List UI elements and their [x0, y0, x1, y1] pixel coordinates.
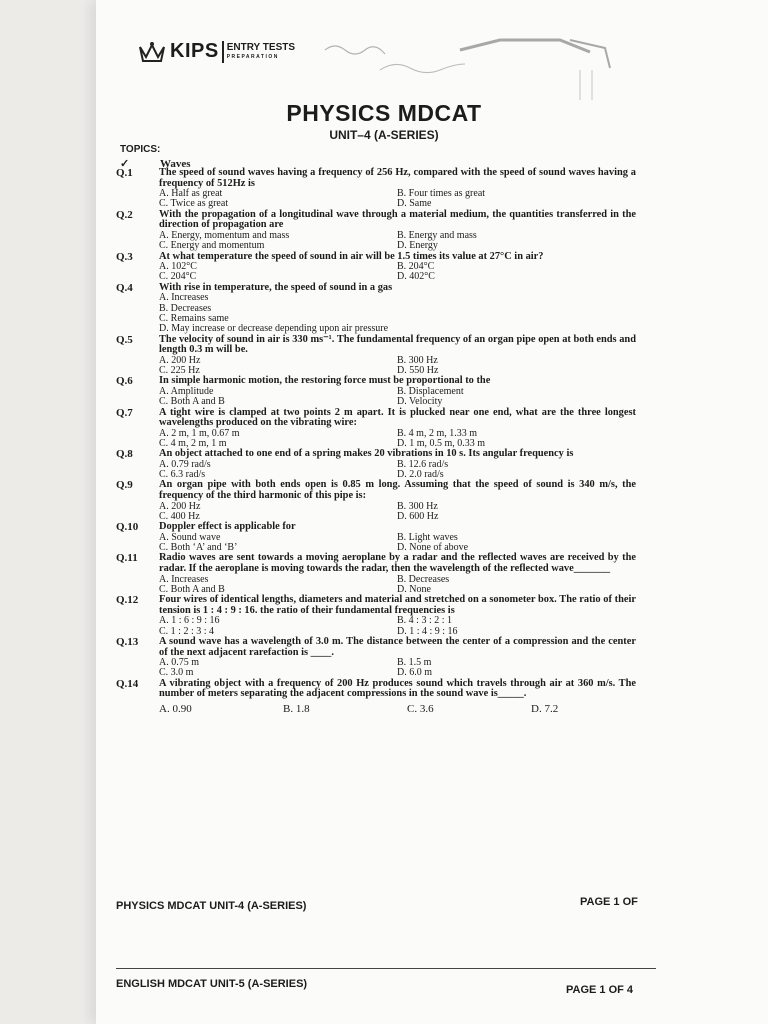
- kips-logo: [138, 40, 295, 63]
- option-a: A. 200 Hz: [159, 354, 201, 366]
- page-number-bottom: PAGE 1 OF 4: [566, 984, 634, 996]
- question-body: [159, 335, 636, 377]
- option-list: [159, 533, 636, 554]
- option-a: A. Sound wave: [159, 531, 221, 543]
- question-item: [116, 283, 636, 335]
- question-item: [116, 210, 636, 252]
- brand-tag: ENTRY TESTS: [226, 42, 296, 53]
- question-item: [116, 522, 636, 553]
- question-number: Q.5: [116, 333, 133, 346]
- question-body: [159, 252, 636, 283]
- footer-unit-5: ENGLISH MDCAT UNIT-5 (A-SERIES): [116, 978, 308, 990]
- option-a: A. 1 : 6 : 9 : 16: [159, 615, 220, 627]
- option-d: D. Velocity: [397, 396, 443, 408]
- option-b: B. 1.5 m: [397, 657, 432, 669]
- option-c: C. 204°C: [159, 271, 197, 283]
- option-a: A. Half as great: [159, 188, 223, 200]
- option-a: A. Amplitude: [159, 385, 214, 397]
- footer-unit-4: PHYSICS MDCAT UNIT-4 (A-SERIES): [116, 900, 307, 912]
- option-d: D. Energy: [397, 240, 438, 252]
- option-list: [159, 262, 636, 283]
- option-c: C. Remains same: [159, 312, 229, 324]
- question-item: [116, 376, 636, 407]
- question-item: [116, 335, 636, 377]
- option-d: D. 7.2: [531, 702, 559, 715]
- question-item: [116, 637, 636, 679]
- question-number: Q.4: [116, 281, 133, 294]
- question-text: A vibrating object with a frequency of 200 Hz produces sound which travels through air at 360 m/s. The number of meters separating the adjacent compressions in the sound wave is_____.: [159, 677, 636, 700]
- question-text: In simple harmonic motion, the restoring force must be proportional to the: [159, 375, 491, 387]
- check-icon: ✓: [120, 158, 130, 170]
- option-d: D. 6.0 m: [397, 667, 432, 679]
- option-b: B. 4 : 3 : 2 : 1: [397, 615, 453, 627]
- option-a: A. 102°C: [159, 261, 197, 273]
- question-number: Q.14: [116, 677, 139, 690]
- option-c: C. Twice as great: [159, 198, 229, 210]
- question-number: Q.3: [116, 250, 133, 263]
- option-b: B. Energy and mass: [397, 229, 477, 241]
- question-number: Q.7: [116, 406, 133, 419]
- option-c: C. 3.6: [407, 702, 434, 715]
- question-body: [159, 480, 636, 522]
- option-d: D. None: [397, 583, 431, 595]
- option-c: C. 225 Hz: [159, 365, 200, 377]
- option-b: B. Four times as great: [397, 188, 486, 200]
- option-list: [159, 460, 636, 481]
- page-title: PHYSICS MDCAT: [286, 100, 482, 126]
- option-c: C. 3.0 m: [159, 667, 194, 679]
- option-b: B. Decreases: [397, 573, 450, 585]
- brand-divider: [222, 41, 224, 63]
- option-a: A. 200 Hz: [159, 500, 201, 512]
- option-b: B. 1.8: [283, 702, 310, 715]
- option-list: [159, 356, 636, 377]
- question-body: [159, 595, 636, 637]
- option-b: B. 12.6 rad/s: [397, 458, 449, 470]
- brand-sub: PREPARATION: [226, 54, 279, 60]
- option-list: [159, 189, 636, 210]
- question-number: Q.11: [116, 552, 138, 565]
- option-c: C. Both A and B: [159, 583, 225, 595]
- crown-icon: [138, 41, 166, 63]
- option-d: D. 2.0 rad/s: [397, 469, 444, 481]
- option-c: C. 6.3 rad/s: [159, 469, 206, 481]
- question-body: [159, 522, 636, 553]
- option-d: D. 600 Hz: [397, 510, 439, 522]
- topic-name: Waves: [160, 158, 191, 170]
- question-item: [116, 168, 636, 210]
- option-c: C. Both ‘A’ and ‘B’: [159, 542, 238, 554]
- option-c: C. 4 m, 2 m, 1 m: [159, 437, 227, 449]
- option-list: [159, 387, 636, 408]
- question-item: [116, 679, 636, 714]
- question-text: The speed of sound waves having a frequency of 256 Hz, compared with the speed of sound waves having a frequency of 512Hz is: [159, 167, 636, 189]
- question-text: Radio waves are sent towards a moving aeroplane by a radar and the reflected waves are received by the radar. If the aeroplane is moving towards the radar, then the wavelength of the reflected wave_______: [159, 552, 636, 575]
- option-d: D. 1 m, 0.5 m, 0.33 m: [397, 437, 486, 449]
- option-list: [159, 502, 636, 523]
- option-b: B. 4 m, 2 m, 1.33 m: [397, 427, 478, 439]
- option-d: D. May increase or decrease depending upon air pressure: [159, 323, 389, 335]
- question-text: The velocity of sound in air is 330 ms⁻¹. The fundamental frequency of an organ pipe open at both ends and length 0.3 m will be.: [159, 333, 636, 356]
- option-b: B. 300 Hz: [397, 354, 438, 366]
- question-text: With the propagation of a longitudinal wave through a material medium, the quantities transferred in the direction of propagation are: [159, 208, 636, 231]
- option-list: [159, 231, 636, 252]
- question-list: [116, 168, 636, 714]
- option-b: B. Light waves: [397, 531, 458, 543]
- question-text: An organ pipe with both ends open is 0.85 m long. Assuming that the speed of sound is 340 m/s, the frequency of the third harmonic of this pipe is:: [159, 479, 636, 502]
- option-a: A. Energy, momentum and mass: [159, 229, 290, 241]
- question-item: [116, 449, 636, 480]
- question-text: A sound wave has a wavelength of 3.0 m. The distance between the center of a compression and the center of the next adjacent rarefaction is ____.: [159, 636, 636, 658]
- question-body: [159, 637, 636, 679]
- question-body: [159, 553, 636, 595]
- question-number: Q.12: [116, 594, 139, 607]
- option-b: B. 300 Hz: [397, 500, 438, 512]
- question-text: At what temperature the speed of sound in air will be 1.5 times its value at 27°C in air?: [159, 250, 544, 262]
- question-text: With rise in temperature, the speed of sound in a gas: [159, 281, 393, 293]
- option-b: B. 204°C: [397, 261, 435, 273]
- question-text: Doppler effect is applicable for: [159, 521, 296, 533]
- option-list: [159, 616, 636, 637]
- option-a: A. 0.79 rad/s: [159, 458, 211, 470]
- question-number: Q.10: [116, 521, 139, 534]
- option-d: D. 1 : 4 : 9 : 16: [397, 625, 458, 637]
- brand-tagline: [227, 43, 295, 60]
- option-list: [159, 575, 636, 596]
- question-body: [159, 283, 636, 335]
- question-number: Q.8: [116, 448, 133, 461]
- option-d: D. 550 Hz: [397, 365, 439, 377]
- question-text: Four wires of identical lengths, diameters and material and stretched on a sonometer box. The ratio of their tension is 1 : 4 : 9 : 16. the ratio of their fundamental frequencies is: [159, 594, 636, 616]
- option-list: [159, 293, 636, 334]
- question-item: [116, 408, 636, 450]
- option-list: [159, 704, 636, 714]
- option-a: A. Increases: [159, 573, 209, 585]
- brand-name: KIPS: [170, 40, 219, 62]
- question-body: [159, 168, 636, 210]
- page-number-top: PAGE 1 OF: [580, 896, 638, 908]
- option-a: A. Increases: [159, 292, 209, 304]
- question-item: [116, 553, 636, 595]
- question-number: Q.13: [116, 636, 139, 648]
- question-item: [116, 252, 636, 283]
- handwriting-scribble: [320, 30, 620, 110]
- option-c: C. 400 Hz: [159, 510, 200, 522]
- option-c: C. Energy and momentum: [159, 240, 265, 252]
- option-list: [159, 658, 636, 679]
- page-subtitle: UNIT–4 (A-SERIES): [329, 128, 439, 142]
- option-d: D. Same: [397, 198, 432, 210]
- option-c: C. Both A and B: [159, 396, 225, 408]
- question-item: [116, 595, 636, 637]
- option-d: D. 402°C: [397, 271, 435, 283]
- option-list: [159, 429, 636, 450]
- question-body: [159, 679, 636, 714]
- option-b: B. Decreases: [159, 302, 212, 314]
- divider: [116, 968, 656, 969]
- question-text: A tight wire is clamped at two points 2 m apart. It is plucked near one end, what are the three longest wavelengths produced on the vibrating wire:: [159, 406, 636, 429]
- topics-label: TOPICS:: [120, 144, 161, 155]
- question-text: An object attached to one end of a spring makes 20 vibrations in 10 s. Its angular frequency is: [159, 448, 574, 460]
- question-body: [159, 449, 636, 480]
- question-number: Q.2: [116, 208, 133, 221]
- question-number: Q.6: [116, 375, 133, 388]
- option-a: A. 0.90: [159, 702, 192, 715]
- option-c: C. 1 : 2 : 3 : 4: [159, 625, 215, 637]
- question-body: [159, 376, 636, 407]
- option-b: B. Displacement: [397, 385, 464, 397]
- option-a: A. 2 m, 1 m, 0.67 m: [159, 427, 240, 439]
- question-body: [159, 408, 636, 450]
- question-item: [116, 480, 636, 522]
- option-a: A. 0.75 m: [159, 657, 199, 669]
- question-number: Q.1: [116, 167, 133, 179]
- option-d: D. None of above: [397, 542, 469, 554]
- question-body: [159, 210, 636, 252]
- question-number: Q.9: [116, 479, 133, 492]
